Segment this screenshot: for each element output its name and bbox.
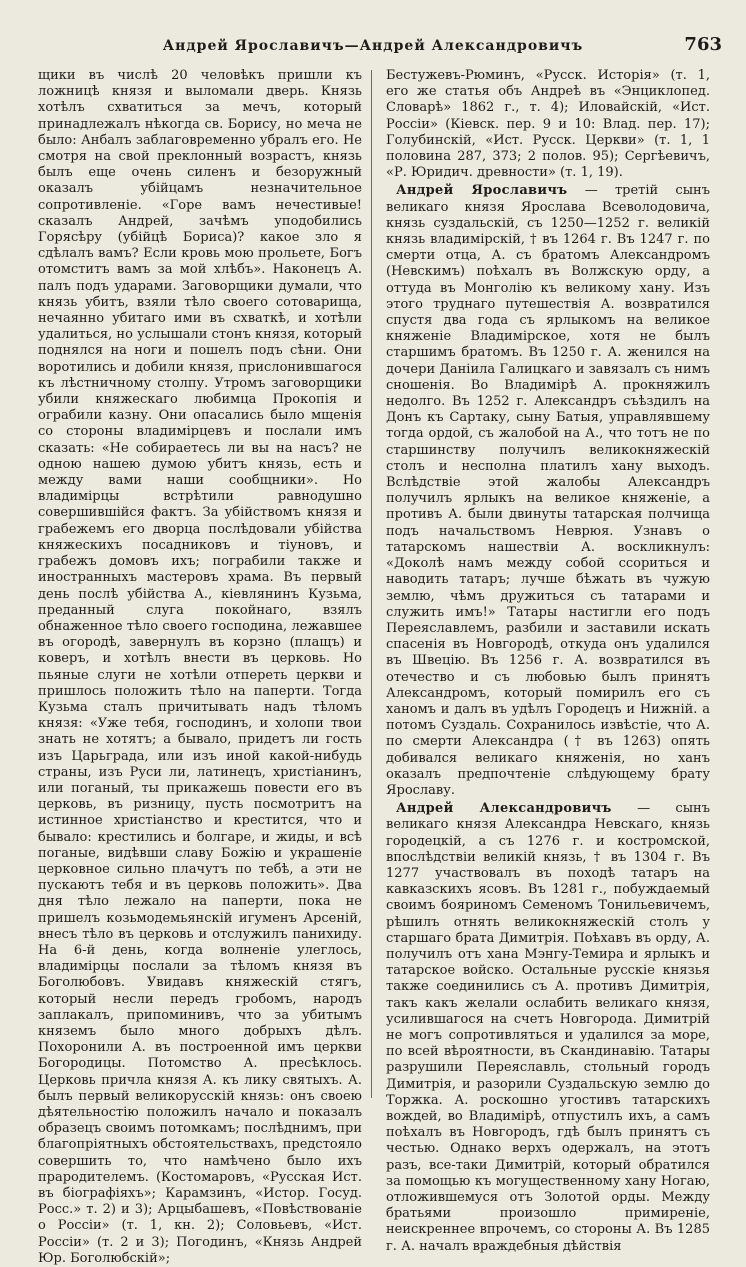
- column-divider: [371, 70, 372, 1098]
- running-title: Андрей Ярославичъ—Андрей Александровичъ: [162, 38, 584, 54]
- entry-andrey-yaroslavich: [386, 183, 710, 799]
- left-column: [38, 68, 362, 1267]
- entry-body: — третій сынъ великаго князя Ярослава Всеволодовича, князь суздальскій, съ 1250—1252 г. великій князь владимірскій, † въ 1264 г. Въ 1247 г. по смерти отца, А. съ братомъ Александромъ (Невскимъ) поѣхалъ въ Волжскую орду, а оттуда въ Монголію къ великому хану. Изъ этого труднаго путешествія А. возвратился спустя два года съ ярлыкомъ на великое княженіе Владимірское, хотя не былъ старшимъ братомъ. Въ 1250 г. А. женился на дочери Даніила Галицкаго и завязалъ съ нимъ сношенія. Во Владимірѣ А. прокняжилъ недолго. Въ 1252 г. Александръ съѣздилъ на Донъ къ Сартаку, сыну Батыя, управлявшему тогда ордой, съ жалобой на А., что тотъ не по старшинству получилъ великокняжескій столъ и несполна платилъ хану выходъ. Вслѣдствіе этой жалобы Александръ получилъ ярлыкъ на великое княженіе, а противъ А. были двинуты татарская полчища подъ начальствомъ Неврюя. Узнавъ о татарскомъ нашествіи А. воскликнулъ: «Доколѣ намъ между собой ссориться и наводить татаръ; лучше бѣжать въ чужую землю, чѣмъ дружиться съ татарами и служить имъ!» Татары настигли его подъ Переяславлемъ, разбили и заставили искать спасенія въ Новгородѣ, откуда онъ удалился въ Швецію. Въ 1256 г. А. возвратился въ отечество и съ любовью былъ принятъ Александромъ, который помирилъ его съ ханомъ и далъ въ удѣлъ Городецъ и Нижній. а потомъ Суздаль. Сохранилось извѣстіе, что А. по смерти Александра († въ 1263) опять добивался великаго княженія, но ханъ оказалъ предпочтеніе слѣдующему брату Ярославу.: [386, 183, 710, 798]
- entry-headword: Андрей Ярославичъ: [396, 183, 568, 199]
- right-column: [386, 68, 710, 1255]
- entry-andrey-aleksandrovich: [386, 801, 710, 1255]
- entry-body: — сынъ великаго князя Александра Невскаго, князь городецкій, а съ 1276 г. и костромской, впослѣдствіи великій князь, † въ 1304 г. Въ 1277 участвовалъ въ походѣ татаръ на кавказскихъ ясовъ. Въ 1281 г., побуждаемый своимъ бояриномъ Семеномъ Тонильевичемъ, рѣшилъ отнять великокняжескій столъ у старшаго брата Димитрія. Поѣхавъ въ орду, А. получилъ отъ хана Мэнгу-Темира и ярлыкъ и татарское войско. Остальные русскіе князья также соединились съ А. противъ Димитрія, такъ какъ желали ослабить великаго князя, усилившагося на счетъ Новгорода. Димитрій не могъ сопротивляться и удалился за море, по всей вѣроятности, въ Скандинавію. Татары разрушили Переяславль, стольный городъ Димитрія, и разорили Суздальскую землю до Торжка. А. роскошно угостивъ татарскихъ вождей, во Владимірѣ, отпустилъ ихъ, а самъ поѣхалъ въ Новгородъ, гдѣ былъ принятъ съ честью. Однако верхъ одержалъ, на этотъ разъ, все-таки Димитрій, который обратился за помощью къ могущественному хану Ногаю, отложившемуся отъ Золотой орды. Между братьями произошло примиреніе, неискреннее впрочемъ, со стороны А. Въ 1285 г. А. началъ враждебныя дѣйствія: [386, 801, 710, 1254]
- bibliography-continuation: Бестужевъ-Рюминъ, «Русск. Исторія» (т. 1, его же статья объ Андреѣ въ «Энциклопед. Словарѣ» 1862 г., т. 4); Иловайскій, «Ист. Россіи» (Кіевск. пер. 9 и 10: Влад. пер. 17); Голубинскій, «Ист. Русск. Церкви» (т. 1, 1 половина 287, 373; 2 полов. 95); Сергѣевичъ, «Р. Юридич. древности» (т. 1, 19).: [386, 68, 710, 181]
- left-column-text: щики въ числѣ 20 человѣкъ пришли къ ложницѣ князя и выломали дверь. Князь хотѣлъ схватиться за мечъ, который принадлежалъ нѣкогда св. Борису, но меча не было: Анбалъ заблаговременно убралъ его. Не смотря на свой преклонный возрастъ, князь былъ еще очень силенъ и безоружный оказалъ убійцамъ незначительное сопротивленіе. «Горе вамъ нечестивые! сказалъ Андрей, зачѣмъ уподобились Горясѣру (убійцѣ Бориса)? какое зло я сдѣлалъ вамъ? Если кровь мою прольете, Богъ отомститъ вамъ за мой хлѣбъ». Наконецъ А. палъ подъ ударами. Заговорщики думали, что князь убитъ, взяли тѣло своего сотоварища, нечаянно убитаго ими въ схваткѣ, и хотѣли удалиться, но услышали стонъ князя, который поднялся на ноги и пошелъ подъ сѣни. Они воротились и добили князя, прислонившагося къ лѣстничному столпу. Утромъ заговорщики убили княжескаго любимца Прокопія и ограбили казну. Они опасались было мщенія со стороны владимірцевъ и послали имъ сказать: «Не собираетесь ли вы на насъ? не одною нашею думою убитъ князь, есть и между вами наши сообщники». Но владимірцы встрѣтили равнодушно совершившійся фактъ. За убійствомъ князя и грабежемъ его дворца послѣдовали убійства княжескихъ посадниковъ и тіуновъ, и грабежъ домовъ ихъ; пограбили также и иностранныхъ мастеровъ храма. Въ первый день послѣ убійства А., кіевлянинъ Кузьма, преданный слуга покойнаго, взялъ обнаженное тѣло своего господина, лежавшее въ огородѣ, завернулъ въ корзно (плащъ) и коверъ, и хотѣлъ внести въ церковь. Но пьяные слуги не хотѣли отпереть церкви и пришлось положить тѣло на паперти. Тогда Кузьма сталъ причитывать надъ тѣломъ князя: «Уже тебя, господинъ, и холопи твои знать не хотятъ; а бывало, придетъ ли гость изъ Царьграда, или изъ иной какой-нибудь страны, изъ Руси ли, латинецъ, христіанинъ, или поганый, ты прикажешь повести его въ церковь, въ ризницу, пусть посмотритъ на истинное христіанство и крестится, что и бывало: крестились и болгаре, и жиды, и всѣ поганые, видѣвши славу Божію и украшеніе церковное сильно плачутъ по тебѣ, а эти не пускаютъ тебя и въ церковь положить». Два дня тѣло лежало на паперти, пока не пришелъ козьмодемьянскій игуменъ Арсеній, внесъ тѣло въ церковь и отслужилъ панихиду. На 6-й день, когда волненіе улеглось, владимірцы послали за тѣломъ князя въ Боголюбовъ. Увидавъ княжескій стягъ, который несли передъ гробомъ, народъ заплакалъ, припоминивъ, что за убитымъ княземъ было много добрыхъ дѣлъ. Похоронили А. въ построенной имъ церкви Богородицы. Потомство А. пресѣклось. Церковь причла князя А. къ лику святыхъ. А. былъ первый великорусскій князь: онъ своею дѣятельностію положилъ начало и показалъ образецъ своимъ потомкамъ; послѣднимъ, при благопріятныхъ обстоятельствахъ, предстояло совершить то, что намѣчено было ихъ прародителемъ. (Костомаровъ, «Русская Ист. въ біографіяхъ»; Карамзинъ, «Истор. Госуд. Росс.» т. 2) и 3); Арцыбашевъ, «Повѣствованіе о Россіи» (т. 1, кн. 2); Соловьевъ, «Ист. Россіи» (т. 2 и 3); Погодинъ, «Князь Андрей Юр. Боголюбскій»;: [38, 68, 362, 1266]
- entry-headword: Андрей Александровичъ: [396, 801, 612, 817]
- page-header: [0, 34, 746, 58]
- page-number: 763: [684, 34, 722, 55]
